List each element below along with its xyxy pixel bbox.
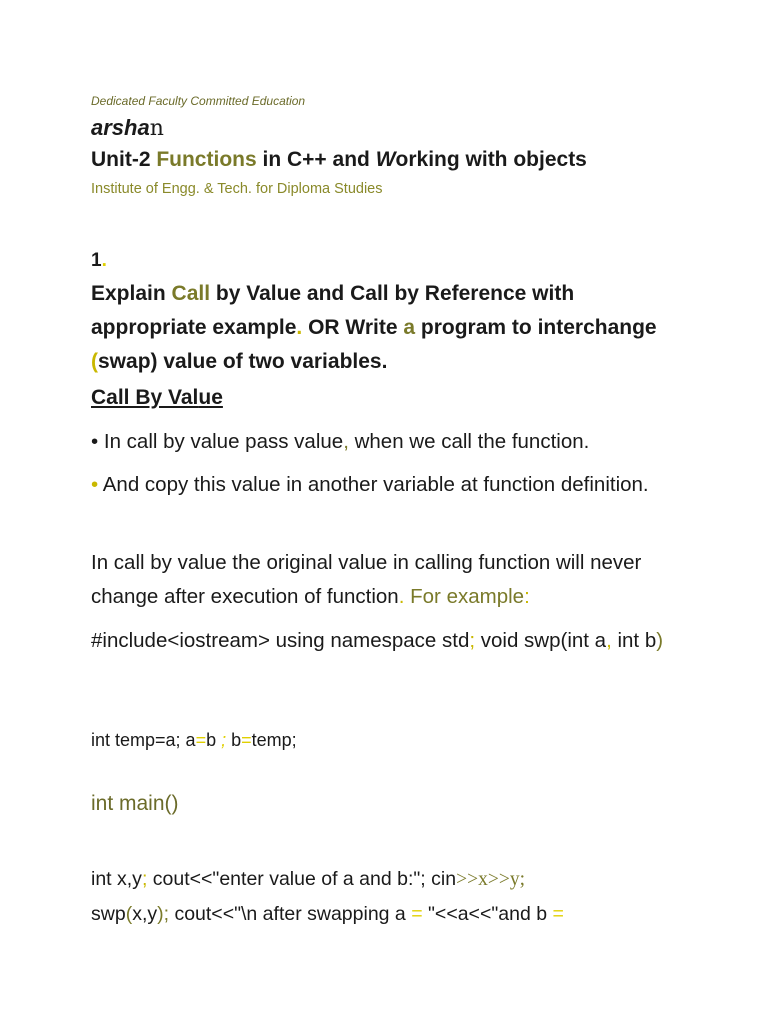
code-line-2 (91, 730, 297, 751)
code1-comma: , (606, 629, 612, 652)
unit-title-a: Unit-2 (91, 148, 157, 171)
code2-c: b (226, 730, 242, 750)
question-text (91, 277, 691, 379)
code4-eq2: = (552, 903, 564, 925)
logo-suffix: n (149, 116, 164, 141)
question-a-word: a (403, 316, 416, 339)
question-part-4: program to interchange (415, 316, 657, 339)
section-heading-main: Call By Val (91, 386, 199, 409)
bullet-1-comma: , (343, 430, 349, 453)
bullet-1 (91, 425, 589, 459)
unit-title (91, 148, 587, 172)
code3-semi: ; (141, 868, 148, 890)
question-part-5: swap) value of two variables. (98, 350, 388, 373)
header-tagline: Dedicated Faculty Committed Education (91, 94, 306, 108)
code-line-1 (91, 624, 691, 658)
section-heading (91, 386, 223, 410)
para-dot: . (398, 585, 405, 608)
bullet-2 (91, 468, 691, 502)
para-b: For example (404, 585, 525, 608)
question-number-dot: . (101, 250, 107, 271)
question-part-1: Explain (91, 282, 172, 305)
code4-b: x,y (132, 903, 158, 925)
code4-paren: ( (125, 903, 133, 925)
logo-prefix: arsha (91, 115, 150, 140)
question-number (91, 250, 107, 272)
code4-eq: = (411, 903, 423, 925)
code-line-3 (91, 862, 691, 931)
code1-paren: ) (656, 629, 664, 652)
code3-a: int x,y (91, 868, 142, 890)
code3-b: cout<<"enter value of a and b:"; cin (147, 868, 457, 890)
explanation-paragraph (91, 546, 691, 614)
unit-title-c: in C++ and (256, 148, 376, 171)
code1-semi: ; (469, 629, 476, 652)
code-main: int main() (91, 792, 179, 815)
code1-b: void swp(int a (475, 629, 607, 652)
code2-semi: ; (216, 730, 227, 750)
code4-a: swp (91, 903, 126, 925)
code2-d: temp; (251, 730, 297, 750)
code3-c: >>x>>y; (456, 869, 525, 890)
code4-d: cout<<"\n after swapping a (169, 903, 412, 925)
para-a: In call by value the original value in calling function will never change after execution of function (91, 551, 642, 608)
code4-c: ); (157, 903, 170, 925)
code2-a: int temp=a; a (91, 730, 196, 750)
question-paren: ( (91, 350, 98, 373)
code2-eq2: = (241, 730, 252, 750)
question-part-2: by Value and Call by Reference with appropriate example (91, 282, 575, 339)
unit-title-w: W (375, 148, 396, 171)
question-dot: . (296, 316, 303, 339)
unit-title-b: Functions (156, 148, 257, 171)
section-heading-tail: ue (198, 386, 223, 409)
code4-e: "<<a<<"and b (422, 903, 553, 925)
logo (91, 115, 164, 141)
para-colon: : (524, 585, 530, 608)
bullet-2-dot: • (91, 473, 99, 496)
question-call-word: Call (171, 282, 211, 305)
code2-b: b (206, 730, 217, 750)
code1-c: int b (611, 629, 657, 652)
question-number-value: 1 (91, 250, 102, 271)
bullet-2-text: And copy this value in another variable at function definition. (98, 473, 649, 496)
code1-a: #include<iostream> using namespace std (91, 629, 470, 652)
bullet-1-b: when we call the function. (348, 430, 590, 453)
institute-name: Institute of Engg. & Tech. for Diploma Studies (91, 181, 383, 197)
question-part-3: OR Write (302, 316, 404, 339)
unit-title-d: orking with objects (395, 148, 587, 171)
code2-eq: = (195, 730, 207, 750)
bullet-1-a: • In call by value pass value (91, 430, 344, 453)
